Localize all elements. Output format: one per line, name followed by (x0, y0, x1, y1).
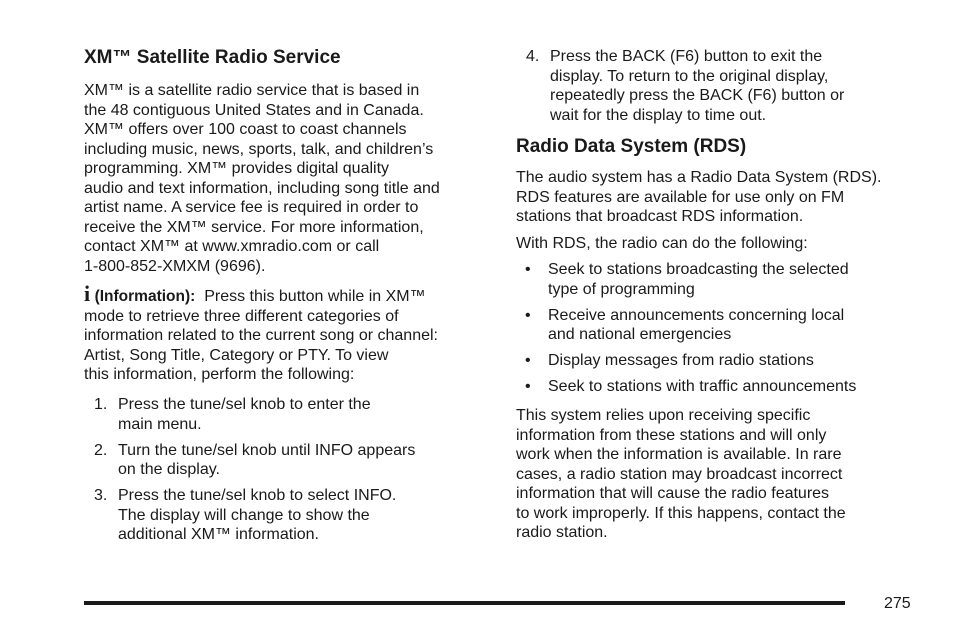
info-steps-list (84, 395, 489, 551)
text-line: information related to the current song or channel: (84, 327, 438, 344)
rds-capabilities-lead: With RDS, the radio can do the following: (516, 235, 808, 252)
text-line: programming. XM™ provides digital quality (84, 160, 390, 177)
step-number: 4. (526, 48, 540, 65)
text-line: Press the tune/sel knob to enter the (118, 396, 371, 413)
text-line: type of programming (548, 280, 695, 298)
text-line: radio station. (516, 524, 608, 541)
list-item (84, 486, 489, 545)
text-line: Display messages from radio stations (548, 352, 814, 369)
rds-reliance-paragraph (516, 406, 921, 543)
list-item (516, 47, 921, 125)
text-line: cases, a radio station may broadcast incorrect (516, 465, 843, 483)
text-line: to work improperly. If this happens, contact the (516, 504, 846, 522)
list-item (516, 306, 921, 345)
text-line: Press the BACK (F6) button to exit the (550, 48, 823, 65)
text-line: The display will change to show the (118, 506, 370, 524)
section-title-rds: Radio Data System (RDS) (516, 136, 747, 157)
step-number: 2. (94, 441, 108, 459)
list-item (516, 260, 921, 299)
info-button-paragraph (84, 281, 489, 385)
page-number: 275 (884, 595, 911, 612)
text-line: display. To return to the original display, (550, 67, 829, 85)
list-item (84, 441, 489, 480)
step-number: 1. (94, 396, 108, 413)
text-line: Artist, Song Title, Category or PTY. To view (84, 346, 389, 364)
text-line: XM™ offers over 100 coast to coast channels (84, 121, 407, 138)
bullet-glyph: • (525, 378, 531, 395)
text-line: and national emergencies (548, 326, 732, 343)
text-line: Seek to stations broadcasting the selected (548, 261, 849, 278)
bullet-glyph: • (525, 306, 531, 324)
section-title-xm: XM™ Satellite Radio Service (84, 47, 341, 68)
rds-features-list (516, 260, 921, 403)
text-line: Press the tune/sel knob to select INFO. (118, 487, 397, 504)
bullet-glyph: • (525, 261, 531, 278)
text-line: main menu. (118, 415, 202, 433)
text-line: wait for the display to time out. (550, 106, 767, 124)
text-line: The audio system has a Radio Data System (RDS). (516, 169, 882, 186)
text-line: Receive announcements concerning local (548, 306, 845, 324)
text-line: mode to retrieve three different categories of (84, 307, 399, 325)
bullet-glyph: • (525, 352, 531, 369)
xm-intro-paragraph (84, 81, 489, 276)
text-line: artist name. A service fee is required in order to (84, 199, 419, 216)
footer-rule (84, 601, 845, 605)
info-label: (Information): (94, 288, 196, 305)
text-line: Seek to stations with traffic announcements (548, 378, 857, 395)
text-line: receive the XM™ service. For more information, (84, 218, 424, 236)
info-icon: i (84, 281, 91, 306)
text-line: including music, news, sports, talk, and children’s (84, 140, 434, 158)
text-line: this information, perform the following: (84, 366, 355, 383)
text-line: information that will cause the radio features (516, 485, 830, 502)
text-line: contact XM™ at www.xmradio.com or call (84, 238, 380, 255)
step-number: 3. (94, 487, 108, 504)
list-item (516, 351, 921, 371)
text-line: XM™ is a satellite radio service that is based in (84, 82, 420, 99)
text-line: repeatedly press the BACK (F6) button or (550, 87, 845, 104)
text-line: stations that broadcast RDS information. (516, 208, 804, 225)
text-line: information from these stations and will only (516, 426, 827, 444)
text-line: This system relies upon receiving specific (516, 407, 811, 424)
info-steps-continued (516, 47, 921, 125)
text-line: Press this button while in XM™ (204, 288, 426, 305)
text-line: audio and text information, including song title and (84, 179, 440, 197)
rds-intro-paragraph (516, 168, 921, 227)
text-line: Turn the tune/sel knob until INFO appears (118, 441, 416, 459)
list-item (84, 395, 489, 434)
text-line: 1-800-852-XMXM (9696). (84, 257, 266, 275)
list-item (516, 377, 921, 397)
text-line: work when the information is available. In rare (516, 446, 842, 463)
text-line: additional XM™ information. (118, 526, 319, 543)
text-line: the 48 contiguous United States and in Canada. (84, 101, 424, 119)
text-line: RDS features are available for use only on FM (516, 188, 845, 206)
text-line: on the display. (118, 461, 220, 478)
